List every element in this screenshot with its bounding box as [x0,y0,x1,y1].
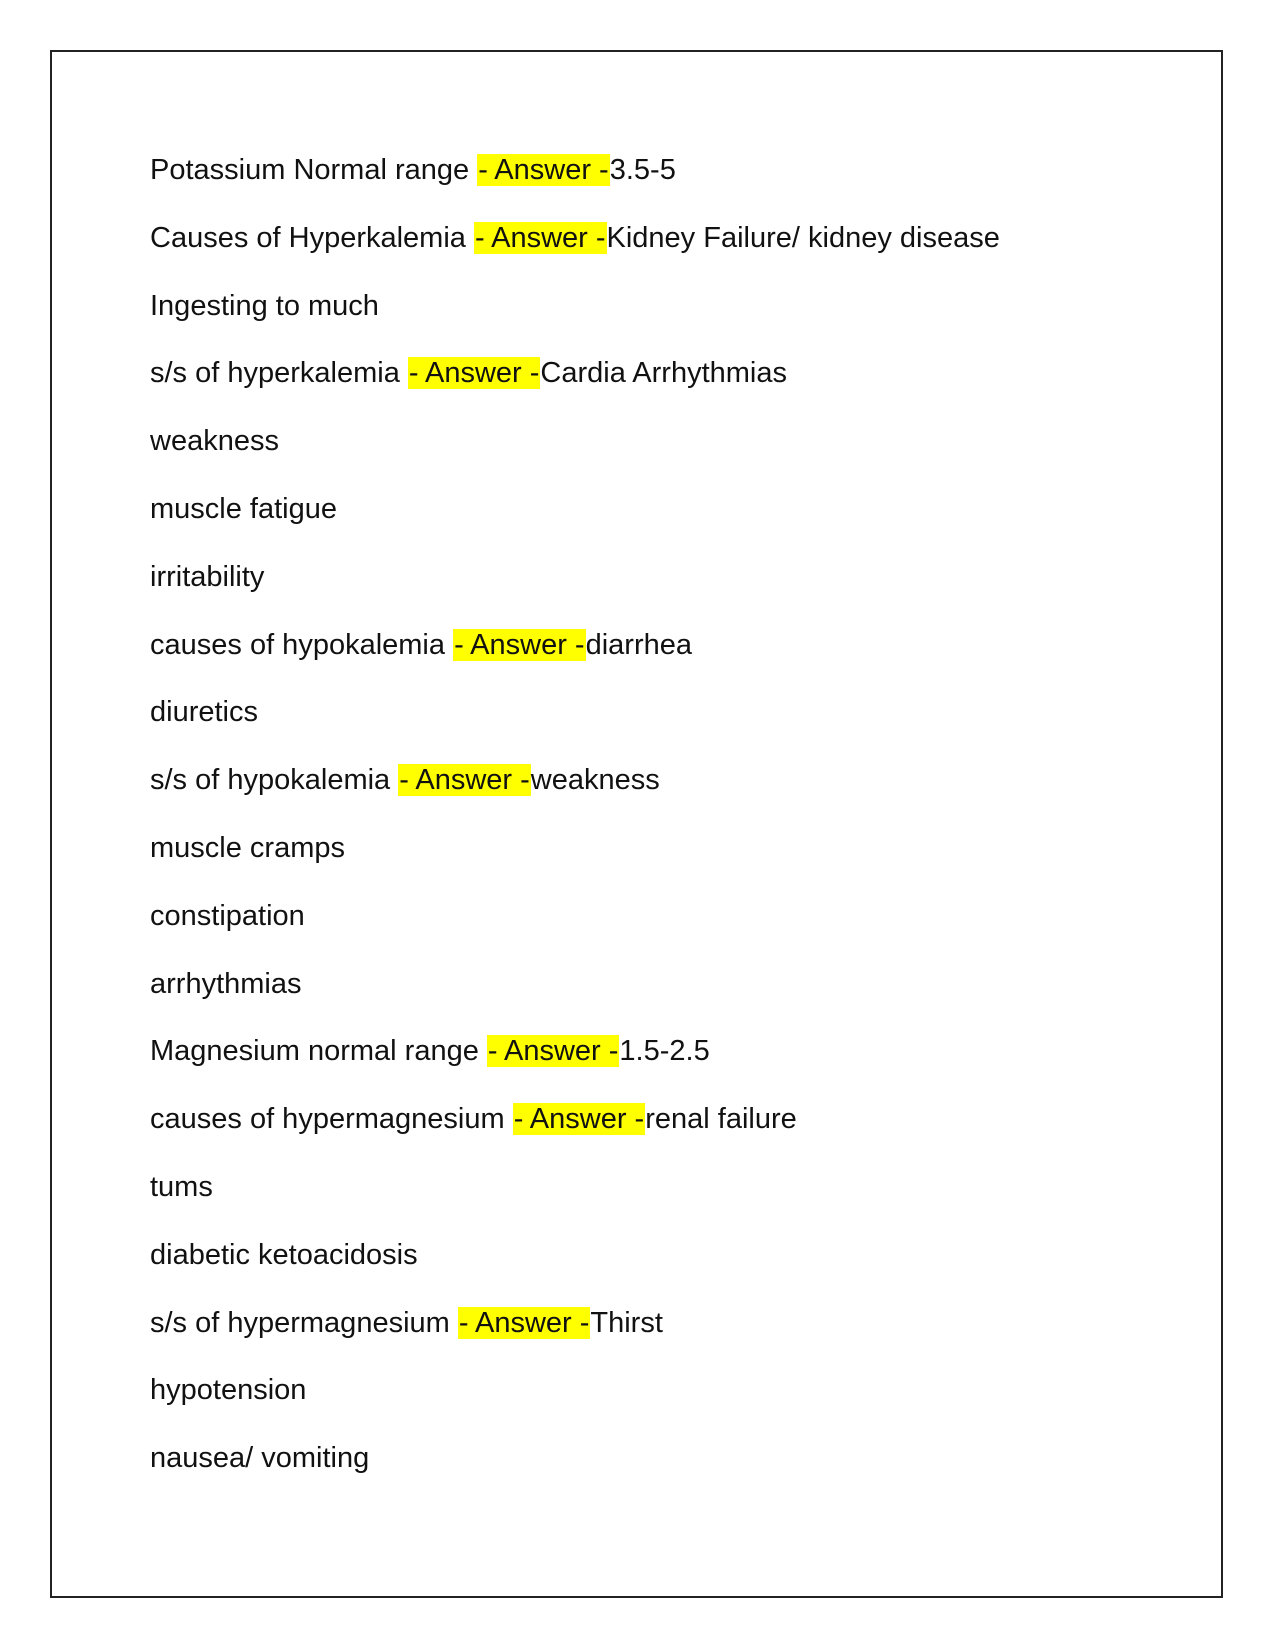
line-text: weakness [150,425,279,458]
line-text: diabetic ketoacidosis [150,1238,418,1271]
text-line [150,894,1150,962]
answer-text: Kidney Failure/ kidney disease [606,221,1000,254]
line-text: s/s of hypokalemia [150,764,399,797]
line-text: causes of hypokalemia [150,628,454,661]
line-text: s/s of hypermagnesium [150,1306,458,1339]
text-line [150,1097,1150,1165]
line-text: causes of hypermagnesium [150,1103,513,1136]
answer-highlight: - Answer - [399,764,530,797]
line-text: muscle cramps [150,831,345,864]
text-line [150,962,1150,1030]
text-line [150,1368,1150,1436]
line-text: tums [150,1170,213,1203]
line-text: Potassium Normal range [150,154,478,186]
answer-text: 1.5-2.5 [619,1035,710,1068]
text-line [150,419,1150,487]
answer-text: diarrhea [585,628,692,661]
text-line [150,1165,1150,1233]
answer-highlight: - Answer - [454,628,585,661]
text-line [150,826,1150,894]
text-line [150,690,1150,758]
answer-highlight: - Answer - [458,1306,590,1339]
text-line [150,487,1150,555]
line-text: s/s of hyperkalemia [150,357,408,390]
answer-highlight: - Answer - [513,1103,645,1136]
text-line [150,1029,1150,1097]
document-body [150,148,1150,1504]
text-line [150,284,1150,352]
line-text: irritability [150,560,265,593]
text-line [150,623,1150,691]
answer-text: Thirst [590,1306,663,1339]
answer-text: Cardia Arrhythmias [540,357,788,390]
answer-highlight: - Answer - [474,221,606,254]
text-line [150,148,1150,216]
text-line [150,1301,1150,1369]
line-text: Magnesium normal range [150,1035,487,1068]
text-line [150,216,1150,284]
answer-text: 3.5-5 [609,154,676,186]
line-text: diuretics [150,696,258,729]
answer-text: renal failure [645,1103,797,1136]
line-text: arrhythmias [150,967,302,1000]
answer-text: weakness [530,764,660,797]
text-line [150,351,1150,419]
text-line [150,1436,1150,1504]
answer-highlight: - Answer - [408,357,540,390]
line-text: Causes of Hyperkalemia [150,221,474,254]
line-text: muscle fatigue [150,492,337,525]
text-line [150,758,1150,826]
line-text: constipation [150,899,305,932]
answer-highlight: - Answer - [478,154,609,186]
line-text: nausea/ vomiting [150,1442,370,1475]
answer-highlight: - Answer - [487,1035,619,1068]
line-text: Ingesting to much [150,289,379,322]
text-line [150,555,1150,623]
text-line [150,1233,1150,1301]
line-text: hypotension [150,1374,307,1407]
